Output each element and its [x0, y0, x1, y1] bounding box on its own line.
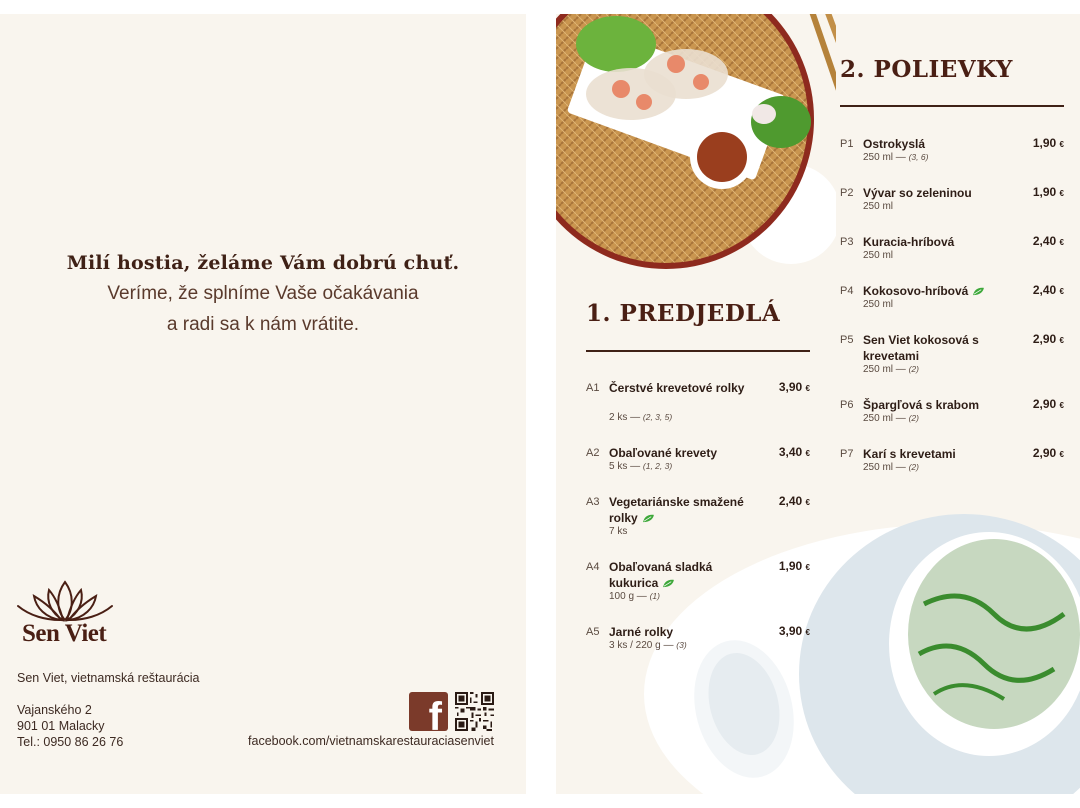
- item-code: A3: [586, 496, 600, 508]
- facebook-icon-letter: f: [428, 695, 442, 739]
- item-price: 3,90 €: [778, 624, 810, 638]
- logo-text: Sen Viet: [22, 620, 107, 647]
- item-name: Jarné rolky: [609, 625, 674, 639]
- item-name: Obaľované krevety: [609, 446, 718, 460]
- item-allergens: (3, 6): [908, 152, 929, 162]
- menu-left-page: [0, 14, 526, 794]
- item-code: P3: [840, 236, 854, 248]
- vegetarian-leaf-icon: [972, 287, 985, 296]
- greeting: [0, 252, 526, 336]
- item-name: Sen Viet kokosová s krevetami: [863, 333, 979, 363]
- restaurant-logo: [16, 580, 116, 648]
- item-name: Vývar so zeleninou: [863, 186, 972, 200]
- item-name: Kokosovo-hríbová: [863, 283, 1013, 299]
- item-detail: 250 ml — (3, 6): [863, 152, 929, 163]
- menu-right-page: [556, 14, 1080, 794]
- item-allergens: (1, 2, 3): [642, 461, 673, 471]
- item-price: 2,40 €: [778, 494, 810, 508]
- item-allergens: (2, 3, 5): [642, 412, 673, 422]
- item-price: 1,90 €: [1032, 185, 1064, 199]
- lotus-icon: [16, 580, 114, 622]
- item-price: 2,40 €: [1032, 234, 1064, 248]
- qr-code-icon: [455, 692, 494, 731]
- facebook-url[interactable]: facebook.com/vietnamskarestauraciasenviet: [248, 734, 494, 748]
- greeting-line-3: a radi sa k nám vrátite.: [166, 314, 360, 335]
- predjedla-title: 1. PREDJEDLÁ: [586, 300, 781, 327]
- item-name: Kuracia-hríbová: [863, 235, 955, 249]
- item-code: A1: [586, 382, 600, 394]
- item-allergens: (2): [908, 413, 919, 423]
- street-address: Vajanského 2: [17, 703, 92, 717]
- item-code: P7: [840, 448, 854, 460]
- item-name: Ostrokyslá: [863, 137, 926, 151]
- soup-photo: [634, 494, 1080, 794]
- item-allergens: (2): [908, 462, 919, 472]
- item-detail: 250 ml: [863, 250, 894, 261]
- item-code: P4: [840, 285, 854, 297]
- item-name: Čerstvé krevetové rolky: [609, 381, 745, 395]
- spring-rolls-photo: [556, 14, 836, 284]
- item-name: Obaľovaná sladká kukurica: [609, 560, 713, 590]
- item-detail: 250 ml: [863, 201, 894, 212]
- item-code: P2: [840, 187, 854, 199]
- item-price: 2,90 €: [1032, 332, 1064, 346]
- polievky-title: 2. POLIEVKY: [840, 56, 1013, 83]
- phone-number: Tel.: 0950 86 26 76: [17, 735, 124, 749]
- restaurant-description: Sen Viet, vietnamská reštaurácia: [17, 671, 200, 685]
- item-code: A4: [586, 561, 600, 573]
- item-price: 3,40 €: [778, 445, 810, 459]
- item-price: 1,90 €: [778, 559, 810, 573]
- item-allergens: (3): [676, 640, 687, 650]
- item-price: 1,90 €: [1032, 136, 1064, 150]
- item-code: A5: [586, 626, 600, 638]
- vegetarian-leaf-icon: [642, 514, 655, 523]
- item-code: A2: [586, 447, 600, 459]
- item-code: P6: [840, 399, 854, 411]
- item-detail: 5 ks — (1, 2, 3): [609, 461, 673, 472]
- predjedla-divider: [586, 350, 810, 352]
- item-name: Špargľová s krabom: [863, 398, 979, 412]
- contact-info: [17, 670, 200, 750]
- item-price: 2,40 €: [1032, 283, 1064, 297]
- greeting-line-2: Veríme, že splníme Vaše očakávania: [107, 283, 419, 304]
- item-detail: 250 ml — (2): [863, 413, 919, 424]
- item-name: Karí s krevetami: [863, 447, 956, 461]
- item-detail: 250 ml — (2): [863, 364, 919, 375]
- item-name: Vegetariánske smažené rolky: [609, 495, 744, 525]
- item-detail: 100 g — (1): [609, 591, 660, 602]
- item-allergens: (1): [649, 591, 660, 601]
- item-detail: 7 ks: [609, 526, 628, 537]
- facebook-icon[interactable]: [409, 692, 448, 739]
- item-detail: 2 ks — (2, 3, 5): [609, 412, 673, 423]
- city-address: 901 01 Malacky: [17, 719, 105, 733]
- item-price: 2,90 €: [1032, 397, 1064, 411]
- greeting-line-1: Milí hostia, želáme Vám dobrú chuť.: [66, 252, 460, 274]
- polievky-divider: [840, 105, 1064, 107]
- item-allergens: (2): [908, 364, 919, 374]
- item-detail: 3 ks / 220 g — (3): [609, 640, 687, 651]
- item-code: P1: [840, 138, 854, 150]
- item-detail: 250 ml: [863, 299, 894, 310]
- vegetarian-leaf-icon: [662, 579, 675, 588]
- item-price: 3,90 €: [778, 380, 810, 394]
- item-code: P5: [840, 334, 854, 346]
- item-price: 2,90 €: [1032, 446, 1064, 460]
- item-detail: 250 ml — (2): [863, 462, 919, 473]
